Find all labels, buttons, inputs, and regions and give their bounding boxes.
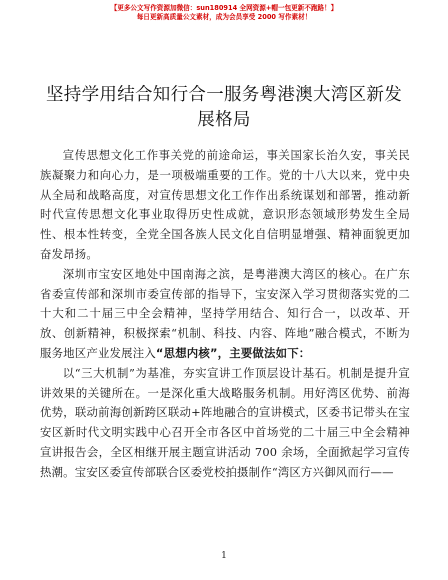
document-body: [40, 146, 410, 483]
paragraph-intro: 宣传思想文化工作事关党的前途命运，事关国家长治久安，事关民族凝聚力和向心力，是一项极端重要的工作。党的十八大以来，党中央从全局和战略高度，对宣传思想文化工作作出系统谋划和部署，推动新时代宣传思想文化事业取得历史性成就，意识形态领域形势发生全局性、根本性转变，全党全国各族人民文化自信明显增强、精神面貌更加奋发昂扬。: [40, 148, 410, 261]
document-title: 坚持学用结合知行合一服务粤港澳大湾区新发展格局: [46, 85, 402, 130]
page-number: 1: [221, 551, 227, 561]
promo-line-2: 每日更新高质量公文素材，成为会员享受 2000 写作素材！: [136, 13, 312, 21]
paragraph-baoan-text: 深圳市宝安区地处中国南海之滨，是粤港澳大湾区的核心。在广东省委宣传部和深圳市委宣传部的指导下，宝安深入学习贯彻落实党的二十大和二十届三中全会精神，坚持学用结合、知行合一，以改革、开放、创新精神，积极探索“机制、科技、内容、阵地”融合模式，不断为服务地区产业发展注入: [40, 266, 410, 360]
paragraph-mechanisms: 以“三大机制”为基准，夯实宣讲工作顶层设计基石。机制是提升宣讲效果的关键所在。一是深化重大战略服务机制。用好湾区优势、前海优势，联动前海创新跨区联动+阵地融合的宣讲模式，区委书记带头在宝安区新时代文明实践中心召开全市各区中首场党的二十届三中全会精神宣讲报告会，全区相继开展主题宣讲活动 700 余场，全面掀起学习宣传热潮。宝安区委宣传部联合区委党校拍摄制作“湾区方兴御风而行——: [40, 365, 410, 479]
promo-banner: [0, 4, 448, 22]
paragraph-baoan: [40, 265, 410, 364]
paragraph-baoan-emphasis: “思想内核”，主要做法如下：: [155, 345, 311, 360]
promo-line-1: 【更多公文写作资源加微信：sun180914 全网资源+帽一包更新不跑路！】: [110, 4, 338, 12]
